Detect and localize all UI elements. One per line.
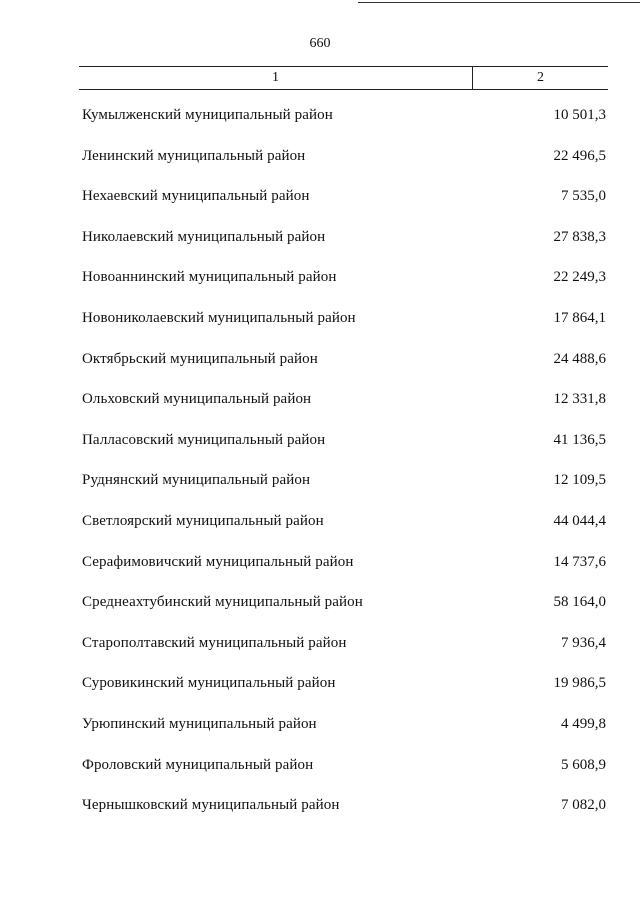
district-name: Урюпинский муниципальный район <box>82 716 317 732</box>
amount-value: 44 044,4 <box>553 513 606 529</box>
district-name: Новониколаевский муниципальный район <box>82 310 356 326</box>
table-row <box>82 757 606 777</box>
district-name: Палласовский муниципальный район <box>82 431 326 448</box>
table-row <box>82 269 606 289</box>
district-name: Новоаннинский муниципальный район <box>82 269 337 286</box>
district-name: Фроловский муниципальный район <box>82 756 314 773</box>
header-column-2: 2 <box>537 70 544 85</box>
district-name: Старополтавский муниципальный район <box>82 634 347 651</box>
amount-value: 24 488,6 <box>553 350 606 367</box>
district-name: Ленинский муниципальный район <box>82 147 306 164</box>
district-name: Суровикинский муниципальный район <box>82 675 336 692</box>
amount-value: 17 864,1 <box>553 310 606 326</box>
district-name: Нехаевский муниципальный район <box>82 188 310 205</box>
page-number: 660 <box>309 36 331 51</box>
table-row <box>82 432 606 452</box>
table-row <box>82 188 606 208</box>
district-name: Октябрьский муниципальный район <box>82 350 318 367</box>
table-row <box>82 635 606 655</box>
table-row <box>82 310 606 330</box>
amount-value: 12 331,8 <box>553 391 606 408</box>
district-name: Кумылженский муниципальный район <box>82 107 333 123</box>
table-row <box>82 716 606 736</box>
table-row <box>82 554 606 574</box>
header-column-1: 1 <box>79 67 473 89</box>
amount-value: 10 501,3 <box>553 107 606 123</box>
amount-value: 4 499,8 <box>561 716 606 732</box>
district-name: Руднянский муниципальный район <box>82 472 311 489</box>
district-name: Среднеахтубинский муниципальный район <box>82 594 363 611</box>
amount-value: 14 737,6 <box>553 553 606 570</box>
table-row <box>82 594 606 614</box>
district-name: Светлоярский муниципальный район <box>82 513 324 529</box>
amount-value: 7 082,0 <box>561 797 606 814</box>
amount-value: 7 936,4 <box>561 634 606 651</box>
amount-value: 5 608,9 <box>561 756 606 773</box>
table-row <box>82 107 606 127</box>
table-row <box>82 472 606 492</box>
amount-value: 12 109,5 <box>553 472 606 489</box>
amount-value: 22 496,5 <box>553 147 606 164</box>
district-name: Николаевский муниципальный район <box>82 228 326 245</box>
district-name: Чернышковский муниципальный район <box>82 797 340 814</box>
amount-value: 19 986,5 <box>553 675 606 692</box>
table-row <box>82 148 606 168</box>
table-row <box>82 797 606 817</box>
amount-value: 27 838,3 <box>553 228 606 245</box>
table-row <box>82 513 606 533</box>
amount-value: 7 535,0 <box>561 188 606 205</box>
table-row <box>82 391 606 411</box>
table-row <box>82 675 606 695</box>
table-row <box>82 229 606 249</box>
district-name: Ольховский муниципальный район <box>82 391 312 408</box>
amount-value: 41 136,5 <box>553 431 606 448</box>
amount-value: 22 249,3 <box>553 269 606 286</box>
amount-value: 58 164,0 <box>553 594 606 611</box>
district-name: Серафимовичский муниципальный район <box>82 553 354 570</box>
table-row <box>82 351 606 371</box>
